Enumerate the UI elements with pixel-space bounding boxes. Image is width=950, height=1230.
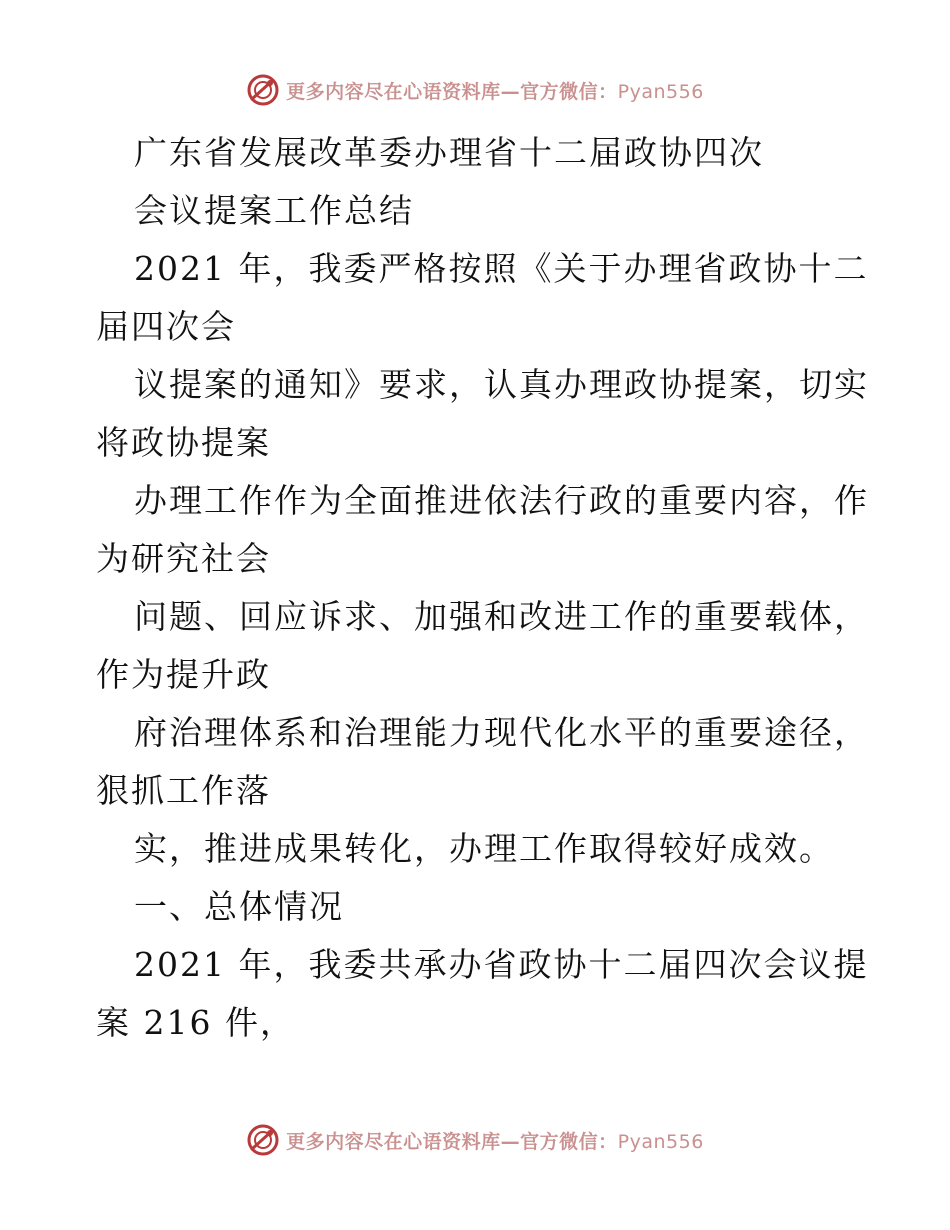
paragraph-line: 实，推进成果转化，办理工作取得较好成效。 <box>134 829 834 868</box>
watermark-banner-bottom <box>0 1120 950 1160</box>
stamp-logo-icon <box>246 73 280 107</box>
paragraph-line: 狠抓工作落 <box>96 771 271 810</box>
paragraph-line: 2021 年，我委共承办省政协十二届四次会议提 <box>134 945 869 984</box>
document-title-line-1: 广东省发展改革委办理省十二届政协四次 <box>134 133 764 172</box>
stamp-logo-icon <box>246 1123 280 1157</box>
paragraph-line: 将政协提案 <box>96 423 271 462</box>
document-title-line-2: 会议提案工作总结 <box>134 191 414 230</box>
section-heading: 一、总体情况 <box>134 887 344 926</box>
paragraph-line: 府治理体系和治理能力现代化水平的重要途径， <box>134 713 869 752</box>
document-body <box>96 124 869 1052</box>
paragraph-line: 议提案的通知》要求，认真办理政协提案，切实 <box>134 365 869 404</box>
paragraph-line: 届四次会 <box>96 307 236 346</box>
paragraph-line: 案 216 件， <box>96 1003 295 1042</box>
paragraph-line: 2021 年，我委严格按照《关于办理省政协十二 <box>134 249 869 288</box>
paragraph-line: 办理工作作为全面推进依法行政的重要内容，作 <box>134 481 869 520</box>
watermark-text: 更多内容尽在心语资料库—官方微信：Pyan556 <box>286 80 704 103</box>
paragraph-line: 作为提升政 <box>96 655 271 694</box>
watermark-banner-top <box>0 70 950 110</box>
watermark-text: 更多内容尽在心语资料库—官方微信：Pyan556 <box>286 1130 704 1153</box>
paragraph-line: 为研究社会 <box>96 539 271 578</box>
paragraph-line: 问题、回应诉求、加强和改进工作的重要载体， <box>134 597 869 636</box>
